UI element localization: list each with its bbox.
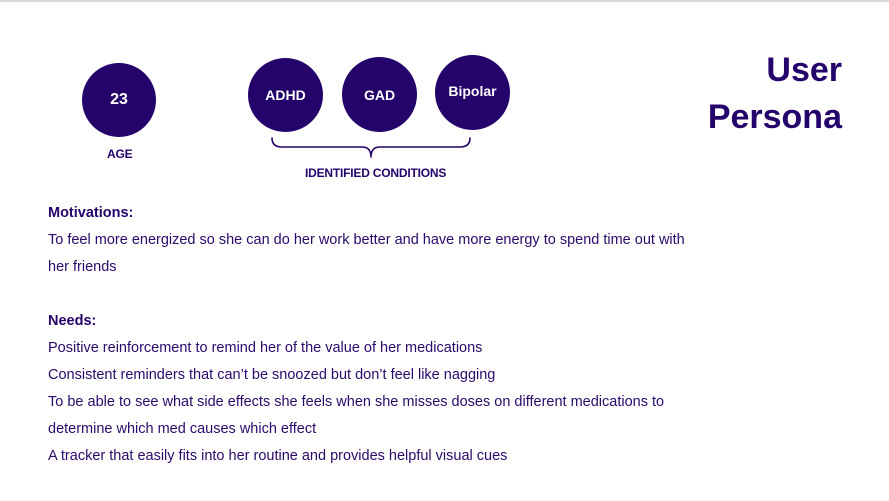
condition-label-adhd: ADHD (265, 87, 306, 103)
top-divider (0, 0, 889, 2)
needs-heading: Needs: (48, 313, 97, 329)
condition-badge-adhd (248, 58, 323, 132)
needs-line: Consistent reminders that can’t be snoozed but don’t feel like nagging (48, 367, 496, 383)
page-title-line2: Persona (707, 98, 842, 136)
condition-label-gad: GAD (363, 86, 396, 103)
condition-badge-bipolar (435, 55, 510, 130)
condition-badge-gad (342, 57, 417, 132)
motivations-heading: Motivations: (48, 205, 134, 221)
motivations-section (48, 200, 768, 281)
needs-line: determine which med causes which effect (48, 421, 317, 437)
curly-brace-icon (270, 135, 474, 161)
age-label: AGE (107, 147, 133, 161)
needs-line: To be able to see what side effects she feels when she misses doses on different medications to (48, 394, 665, 410)
age-value: 23 (110, 91, 128, 108)
needs-section (48, 308, 768, 470)
identified-conditions-label: IDENTIFIED CONDITIONS (305, 166, 447, 180)
condition-label-bipolar: Bipolar (448, 82, 497, 99)
age-badge (82, 63, 156, 137)
needs-line: Positive reinforcement to remind her of the value of her medications (48, 340, 483, 356)
needs-line: A tracker that easily fits into her routine and provides helpful visual cues (48, 448, 508, 464)
motivations-line: her friends (48, 259, 117, 275)
page-title-line1: User (766, 51, 842, 89)
motivations-line: To feel more energized so she can do her work better and have more energy to spend time out with (48, 232, 685, 248)
